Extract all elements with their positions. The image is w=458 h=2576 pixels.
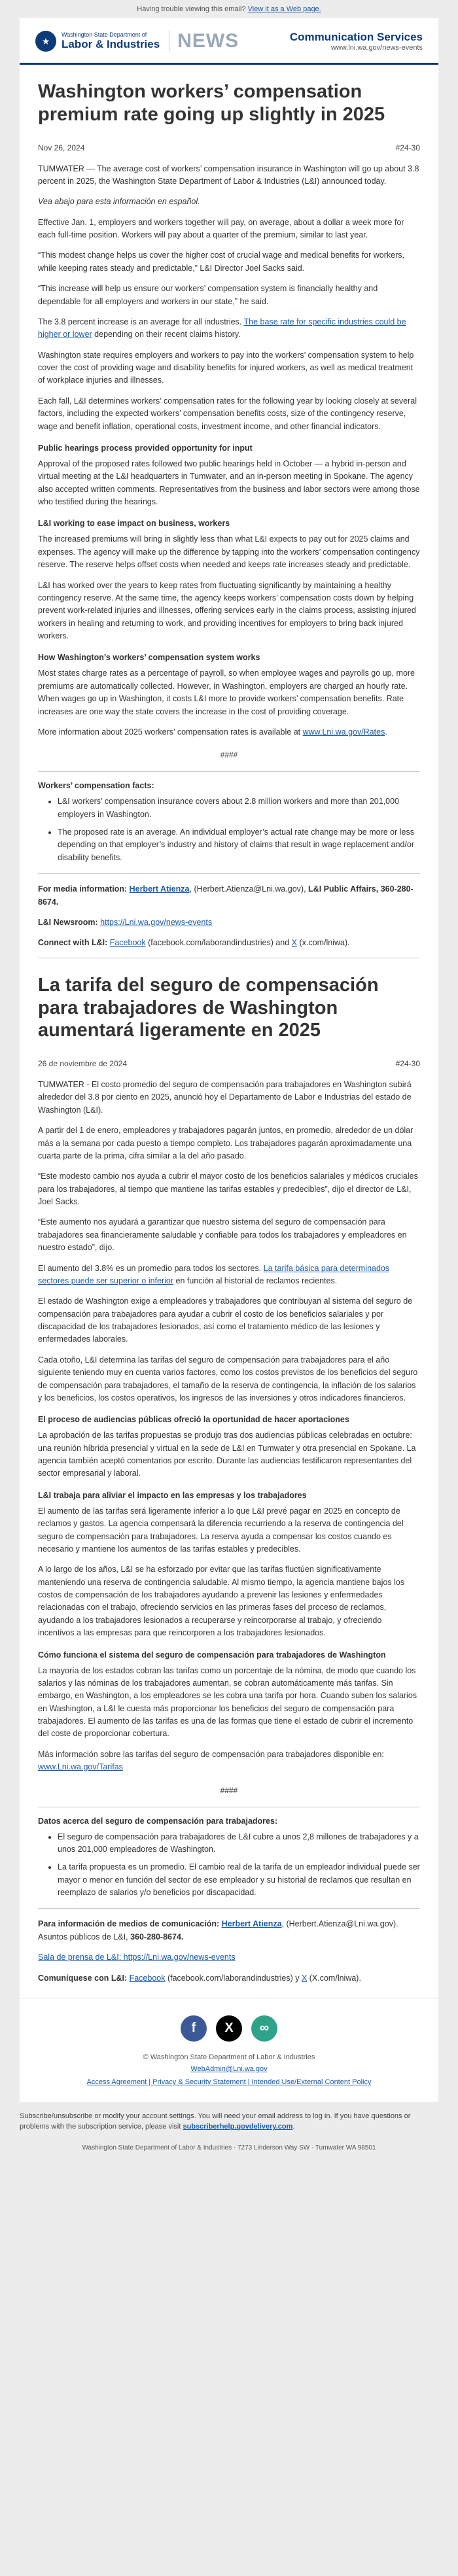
paragraph: TUMWATER — The average cost of workers’ compensation insurance in Washington will go up about 3.8 percent in 2025, the Washington State Department of Labor & Industries (L&I) announced today. bbox=[38, 164, 419, 186]
section-heading: El proceso de audiencias públicas ofreció la oportunidad de hacer aportaciones bbox=[38, 1415, 349, 1425]
base-rate-link[interactable]: The base rate for specific industries could be higher or lower bbox=[38, 317, 406, 339]
headline-spanish: La tarifa del seguro de compensación para trabajadores de Washington aumentará ligeramente en 2025 bbox=[38, 974, 379, 1041]
paragraph: The increased premiums will bring in slightly less than what L&I expects to pay out for 2025 claims and expenses. The agency will make up the difference by tapping into the workers’ compensation contingency reserve. The reserve helps offset costs when needed and keeps rate increases steady and predictable. bbox=[38, 534, 420, 570]
facebook-icon[interactable]: f bbox=[181, 2015, 207, 2042]
newsroom-link[interactable]: Sala de prensa de L&I: https://Lni.wa.gov/news-events bbox=[38, 1953, 236, 1962]
paragraph: El estado de Washington exige a empleadores y trabajadores que contribuyan al sistema del seguro de compensación para trabajadores para ayudar a cubrir el costo de los beneficios salariales y por discapacidad de los trabajadores lesionados, así como el tratamiento médico de las lesiones y enfermedades laborales. bbox=[38, 1297, 413, 1344]
paragraph: Washington state requires employers and workers to pay into the workers’ compensation system to help cover the cost of providing wage and disability benefits for injured workers, as well as medical treatment of workplace injuries and illnesses. bbox=[38, 350, 414, 385]
release-number: #24-30 bbox=[395, 1059, 420, 1069]
comm-services bbox=[290, 31, 423, 52]
tarifas-link[interactable]: www.Lni.wa.gov/Tarifas bbox=[38, 1762, 123, 1772]
list-item: • El seguro de compensación para trabajadores de L&I cubre a unos 2,8 millones de trabajadores y a unos 201,000 empleadores de Washington. bbox=[58, 1831, 420, 1856]
section-heading: L&I working to ease impact on business, workers bbox=[38, 519, 230, 529]
paragraph: Más información sobre las tarifas del seguro de compensación para trabajadores disponible en: www.Lni.wa.gov/Tarifas bbox=[38, 1749, 384, 1772]
section-heading: L&I trabaja para aliviar el impacto en las empresas y los trabajadores bbox=[38, 1490, 307, 1500]
logo-big-text: Labor & Industries bbox=[62, 37, 160, 50]
paragraph: El aumento del 3.8% es un promedio para todos los sectores. La tarifa básica para determinados sectores puede ser superior o inferior en función al historial de reclamos recientes. bbox=[38, 1263, 390, 1285]
subscription-info: Subscribe/unsubscribe or modify your account settings. You will need your email address to log in. If you have questions or problems with the subscription service, please visit subscriberhelp.govdelivery.com. bbox=[20, 2112, 411, 2131]
footer bbox=[20, 1998, 438, 2102]
state-seal-icon: ★ bbox=[35, 31, 56, 52]
paragraph: Effective Jan. 1, employers and workers together will pay, on average, about a dollar a week more for each full-time position. Workers will pay about a quarter of the premium, similar to last year. bbox=[38, 217, 404, 240]
rates-link[interactable]: www.Lni.wa.gov/Rates bbox=[302, 727, 385, 737]
facts-list bbox=[38, 1831, 420, 1900]
paragraph: “Este aumento nos ayudará a garantizar que nuestro sistema del seguro de compensación para trabajadores sea financieramente saludable y confiable para todos los trabajadores y empleadores en nuestro estado”, dijo. bbox=[38, 1217, 407, 1253]
x-link[interactable]: X bbox=[291, 938, 298, 948]
facebook-link[interactable]: Facebook bbox=[129, 1973, 166, 1983]
divider bbox=[38, 873, 420, 874]
headline: Washington workers’ compensation premium rate going up slightly in 2025 bbox=[38, 81, 385, 125]
spanish-note: Vea abajo para esta información en español. bbox=[38, 197, 200, 207]
paragraph: A partir del 1 de enero, empleadores y trabajadores pagarán juntos, en promedio, alrededor de un dólar más a la semana por cada puesto a tiempo completo. Los trabajadores pagarán aproximadamente una cuarta parte de la prima, cifra similar a la del año pasado. bbox=[38, 1126, 414, 1160]
list-item: • L&I workers’ compensation insurance covers about 2.8 million workers and more than 201,000 employers in Washington. bbox=[58, 795, 420, 821]
base-rate-link-es[interactable]: La tarifa básica para determinados sectores puede ser superior o inferior bbox=[38, 1263, 390, 1285]
release-number: #24-30 bbox=[395, 143, 420, 152]
view-online-bar bbox=[0, 0, 458, 18]
copyright: © Washington State Department of Labor & Industries bbox=[143, 2053, 315, 2061]
paragraph: Each fall, L&I determines workers’ compensation rates for the following year by looking closely at several factors, including the expected workers’ compensation benefits costs, size of the contingency reserve, wage and benefit inflation, operational costs, investment income, and other financial indicators. bbox=[38, 396, 417, 431]
paragraph: El aumento de las tarifas será ligeramente inferior a lo que L&I prevé pagar en 2025 en concepto de reclamos y gastos. La agencia compensará la diferencia recurriendo a la reserva de contingencia del seguro de compensación para trabajadores. La reserva ayuda a compensar los costos cuando es necesario y mantiene los aumentos de las tarifas estables y predecibles. bbox=[38, 1506, 404, 1554]
release-date: 26 de noviembre de 2024 bbox=[38, 1059, 128, 1069]
paragraph: TUMWATER - El costo promedio del seguro de compensación para trabajadores en Washington subirá alrededor del 3.8 por ciento en 2025, anunció hoy el Departamento de Labor e Industrias del estado de Washington (L&I). bbox=[38, 1080, 412, 1115]
list-item: • La tarifa propuesta es un promedio. El cambio real de la tarifa de un empleador individual puede ser mayor o menor en función del sector de ese empleador y su historial de reclamos que resultan en reemplazo de salarios y/o beneficios por discapacidad. bbox=[58, 1861, 420, 1899]
section-heading: Cómo funciona el sistema del seguro de compensación para trabajadores de Washington bbox=[38, 1650, 386, 1660]
comm-url: www.lni.wa.gov/news-events bbox=[330, 44, 423, 52]
paragraph: L&I has worked over the years to keep rates from fluctuating significantly by maintaining a healthy contingency reserve. At the same time, the agency keeps workers’ compensation costs down by helping prevent work-related injuries and illnesses, offering services early in the claims process, assisting injured workers in healing and returning to work, and providing incentives for employers to bring back injured workers. bbox=[38, 580, 416, 641]
facebook-link[interactable]: Facebook bbox=[109, 938, 146, 948]
section-heading: Public hearings process provided opportunity for input bbox=[38, 443, 253, 453]
paragraph: A lo largo de los años, L&I se ha esforzado por evitar que las tarifas fluctúen significativamente manteniendo una reserva de contingencia saludable. Al mismo tiempo, la agencia mantiene bajos los costos de compensación de los trabajadores ayudando a prevenir las lesiones y enfermedades relacionadas con el trabajo, ofreciendo servicios en las primeras fases del proceso de reclamos, ayudando a los trabajadores lesionados a recuperarse y reincorporarse al trabajo, y ofreciendo incentivos a las empresas para que reincorporen a los trabajadores lesionados. bbox=[38, 1565, 405, 1638]
paragraph: Approval of the proposed rates followed two public hearings held in October — a hybrid in-person and virtual meeting at the L&I headquarters in Tumwater, and an in-person meeting in Spokane. The agency also accepted written comments. Representatives from the business and labor sectors were among those who testified during the hearings. bbox=[38, 459, 420, 507]
newsroom bbox=[38, 1951, 420, 1964]
email-card bbox=[20, 18, 438, 2102]
paragraph: “Este modesto cambio nos ayuda a cubrir el mayor costo de los beneficios salariales y médicos cruciales para los trabajadores, al tiempo que mantiene las tarifas estables y predecibles”, dijo el director de L&I, Joel Sacks. bbox=[38, 1172, 418, 1207]
logo-small-text: Washington State Department of bbox=[62, 31, 147, 38]
postal-address: Washington State Department of Labor & Industries · 7273 Linderson Way SW · Tumwater WA 98501 bbox=[82, 2144, 376, 2151]
divider bbox=[38, 771, 420, 772]
news-label: NEWS bbox=[169, 30, 239, 52]
paragraph: La aprobación de las tarifas propuestas se produjo tras dos audiencias públicas celebradas en octubre: una reunión híbrida presencial y virtual en la sede de L&I en Tumwater y otra presencial en Spokane. La agencia también aceptó comentarios por escrito. Durante las audiencias testificaron representantes del sector empresarial y laboral. bbox=[38, 1431, 416, 1478]
view-online-link[interactable]: View it as a Web page. bbox=[247, 5, 321, 13]
facts-title: Datos acerca del seguro de compensación para trabajadores: bbox=[38, 1816, 278, 1826]
newsroom-link[interactable]: https://Lni.wa.gov/news-events bbox=[100, 917, 213, 927]
paragraph: “This increase will help us ensure our workers’ compensation system is financially healthy and dependable for all employers and workers in our state,” he said. bbox=[38, 284, 378, 306]
facts-list bbox=[38, 795, 420, 864]
paragraph: More information about 2025 workers’ compensation rates is available at www.Lni.wa.gov/Rates. bbox=[38, 727, 387, 737]
view-online-text: Having trouble viewing this email? bbox=[137, 5, 248, 13]
media-contact-link[interactable]: Herbert Atienza bbox=[129, 884, 190, 894]
media-contact-link[interactable]: Herbert Atienza bbox=[221, 1919, 282, 1929]
media-contact: Para información de medios de comunicación: Herbert Atienza, (Herbert.Atienza@Lni.wa.gov). Asuntos públicos de L&I, 360-280-8674. bbox=[38, 1919, 398, 1941]
article-spanish bbox=[20, 974, 438, 1985]
section-divider: #### bbox=[220, 750, 238, 760]
subscription-text: Subscribe/unsubscribe or modify your account settings. You will need your email address to log in. If you have questions or problems with the subscription service, please visit bbox=[20, 2112, 411, 2131]
divider bbox=[38, 1908, 420, 1909]
connect: Comuníquese con L&I: Facebook (facebook.com/laborandindustries) y X (X.com/lniwa). bbox=[38, 1973, 361, 1983]
comm-title: Communication Services bbox=[289, 31, 423, 43]
release-date: Nov 26, 2024 bbox=[38, 143, 85, 152]
paragraph: La mayoría de los estados cobran las tarifas como un porcentaje de la nómina, de modo que cuando los salarios y las nóminas de los trabajadores aumentan, se cobran automáticamente más tarifas. Sin embargo, en Washington, a los empleadores se les cobra una tarifa por hora. Cuando suben los salarios en Washington, a L&I le cuesta más proporcionar los beneficios del seguro de compensación para trabajadores. El aumento de las tarifas es una de las formas que tiene el estado de cubrir el incremento del coste de proporcionar cobertura. bbox=[38, 1665, 417, 1739]
paragraph: The 3.8 percent increase is an average for all industries. The base rate for specific industries could be higher or lower depending on their recent claims history. bbox=[38, 317, 406, 339]
section-heading: How Washington’s workers’ compensation system works bbox=[38, 653, 260, 663]
facts-title: Workers’ compensation facts: bbox=[38, 781, 154, 791]
lni-logo bbox=[35, 31, 160, 52]
section-divider: #### bbox=[220, 1785, 238, 1795]
x-link[interactable]: X bbox=[301, 1973, 308, 1983]
media-contact: For media information: Herbert Atienza, (Herbert.Atienza@Lni.wa.gov), L&I Public Affairs, 360-280-8674. bbox=[38, 884, 414, 907]
header bbox=[20, 18, 438, 65]
article-english bbox=[20, 80, 438, 950]
subscriber-help-link[interactable]: subscriberhelp.govdelivery.com bbox=[183, 2123, 293, 2131]
list-item: • The proposed rate is an average. An individual employer’s actual rate change may be more or less depending on that employer’s industry and history of claims that result in wage replacement and/or disability benefits. bbox=[58, 826, 420, 864]
webadmin-email-link[interactable]: WebAdmin@Lni.wa.gov bbox=[190, 2064, 268, 2073]
policy-links[interactable]: Access Agreement | Privacy & Security Statement | Intended Use/External Content Policy bbox=[86, 2078, 372, 2086]
newsroom: L&I Newsroom: https://Lni.wa.gov/news-events bbox=[38, 917, 213, 927]
paragraph: “This modest change helps us cover the higher cost of crucial wage and medical benefits for workers, while keeping rates steady and predictable,” L&I Director Joel Sacks said. bbox=[38, 251, 404, 273]
paragraph: Most states charge rates as a percentage of payroll, so when employee wages and payrolls go up, more premiums are automatically collected. However, in Washington, employers are charged an hourly rate. When wages go up in Washington, it costs L&I more to provide workers’ compensation benefits. Rate increases are one way the state covers the increase in the cost of providing coverage. bbox=[38, 669, 415, 716]
x-icon[interactable]: X bbox=[216, 2015, 242, 2042]
connect: Connect with L&I: Facebook (facebook.com/laborandindustries) and X (x.com/lniwa). bbox=[38, 938, 350, 948]
paragraph: Cada otoño, L&I determina las tarifas del seguro de compensación para trabajadores para el año siguiente teniendo muy en cuenta varios factores, como los costos previstos de los beneficios del seguro de compensación para trabajadores, el tamaño de la reserva de contingencia, la inflación de los salarios y los beneficios, los costos operativos, los ingresos de las inversiones y otros indicadores financieros. bbox=[38, 1355, 418, 1402]
web-icon[interactable]: ∞ bbox=[251, 2015, 277, 2042]
